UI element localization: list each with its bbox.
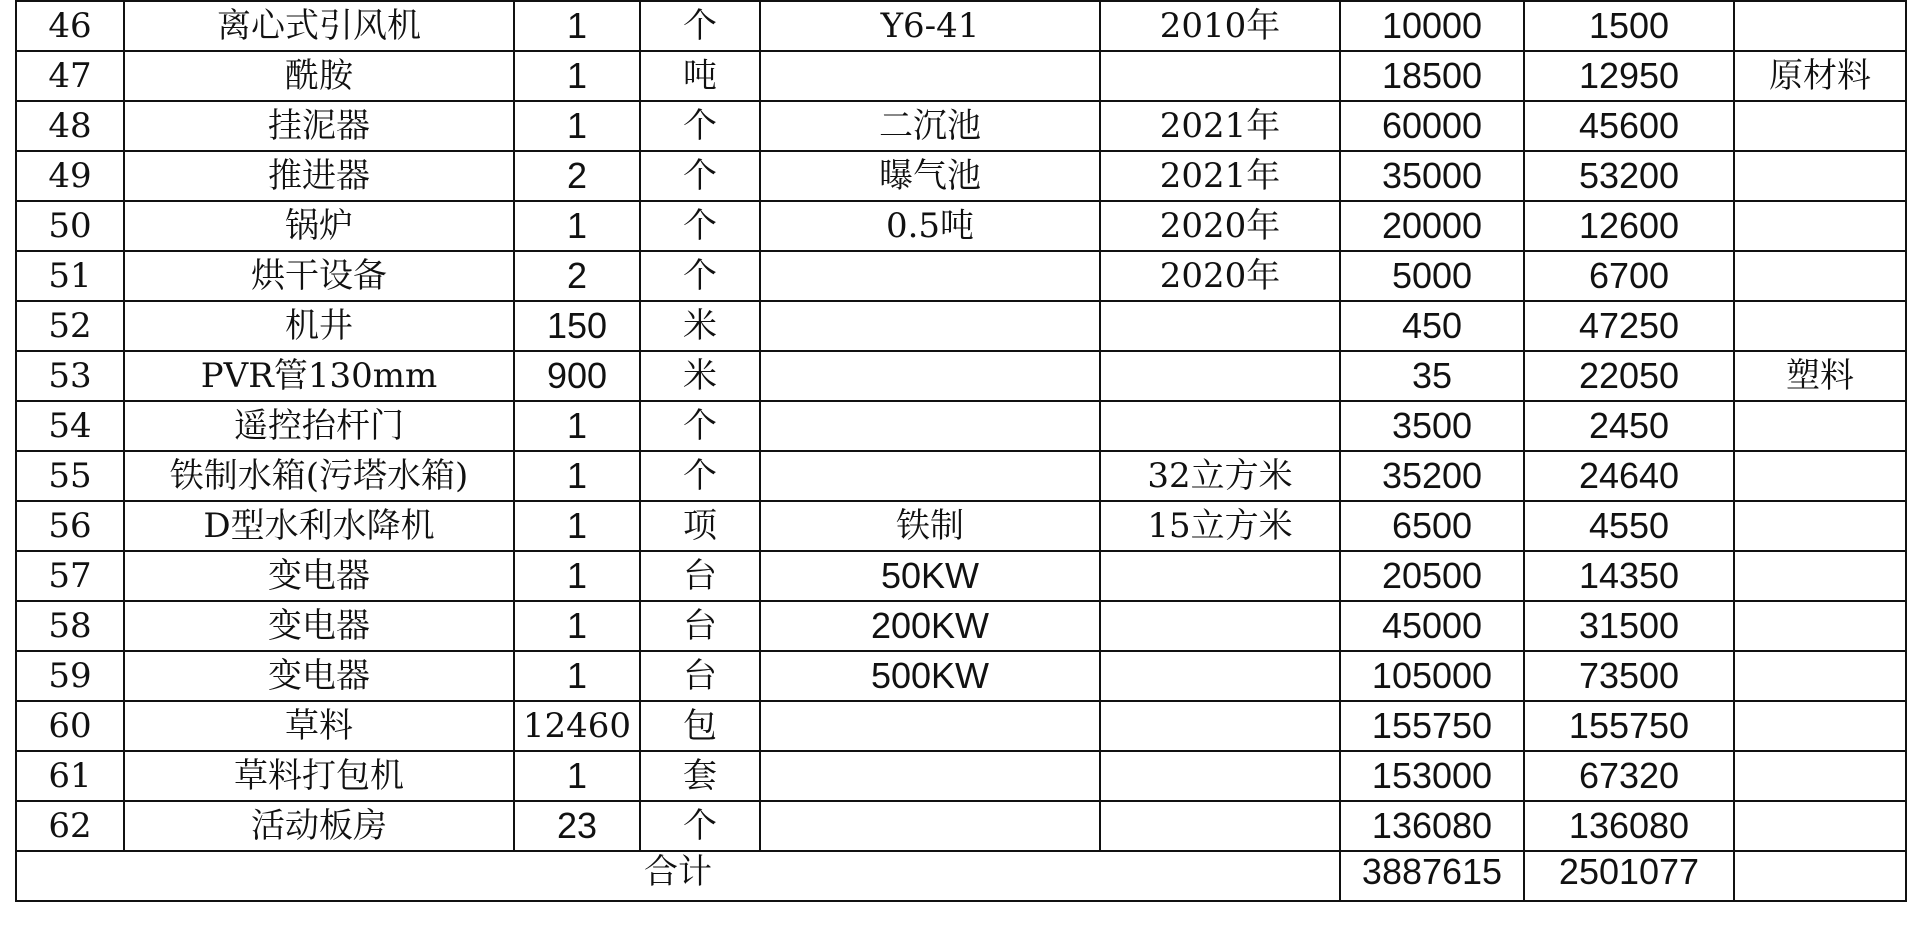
assessed-value: 2450 bbox=[1524, 401, 1734, 451]
assessed-value: 4550 bbox=[1524, 501, 1734, 551]
year-or-capacity: 2020年 bbox=[1100, 251, 1340, 301]
note bbox=[1734, 601, 1906, 651]
item-name: 遥控抬杆门 bbox=[124, 401, 514, 451]
row-number: 49 bbox=[16, 151, 124, 201]
quantity: 1 bbox=[514, 201, 640, 251]
unit: 吨 bbox=[640, 51, 760, 101]
assessed-value: 73500 bbox=[1524, 651, 1734, 701]
table-row bbox=[16, 101, 1906, 151]
year-or-capacity bbox=[1100, 651, 1340, 701]
row-number: 58 bbox=[16, 601, 124, 651]
note bbox=[1734, 451, 1906, 501]
unit: 个 bbox=[640, 201, 760, 251]
item-name: 烘干设备 bbox=[124, 251, 514, 301]
table-row bbox=[16, 701, 1906, 751]
quantity: 2 bbox=[514, 251, 640, 301]
item-name: 锅炉 bbox=[124, 201, 514, 251]
row-number: 48 bbox=[16, 101, 124, 151]
unit: 个 bbox=[640, 451, 760, 501]
item-name: D型水利水降机 bbox=[124, 501, 514, 551]
table-row bbox=[16, 251, 1906, 301]
assessed-value: 67320 bbox=[1524, 751, 1734, 801]
original-value: 20500 bbox=[1340, 551, 1524, 601]
quantity: 1 bbox=[514, 101, 640, 151]
row-number: 47 bbox=[16, 51, 124, 101]
specification bbox=[760, 701, 1100, 751]
table-row bbox=[16, 201, 1906, 251]
year-or-capacity: 2021年 bbox=[1100, 101, 1340, 151]
table-row bbox=[16, 401, 1906, 451]
table-row bbox=[16, 51, 1906, 101]
quantity: 900 bbox=[514, 351, 640, 401]
note bbox=[1734, 801, 1906, 851]
row-number: 55 bbox=[16, 451, 124, 501]
quantity: 1 bbox=[514, 451, 640, 501]
asset-table bbox=[15, 0, 1907, 902]
row-number: 53 bbox=[16, 351, 124, 401]
specification bbox=[760, 51, 1100, 101]
specification bbox=[760, 351, 1100, 401]
specification bbox=[760, 801, 1100, 851]
unit: 台 bbox=[640, 551, 760, 601]
table-row bbox=[16, 351, 1906, 401]
assessed-value: 12600 bbox=[1524, 201, 1734, 251]
year-or-capacity: 15立方米 bbox=[1100, 501, 1340, 551]
quantity: 23 bbox=[514, 801, 640, 851]
unit: 包 bbox=[640, 701, 760, 751]
table-row bbox=[16, 151, 1906, 201]
original-value: 153000 bbox=[1340, 751, 1524, 801]
note bbox=[1734, 501, 1906, 551]
year-or-capacity: 2021年 bbox=[1100, 151, 1340, 201]
unit: 个 bbox=[640, 101, 760, 151]
note: 塑料 bbox=[1734, 351, 1906, 401]
assessed-value: 6700 bbox=[1524, 251, 1734, 301]
original-value: 155750 bbox=[1340, 701, 1524, 751]
total-label: 合计 bbox=[16, 851, 1340, 901]
total-assessed-value: 2501077 bbox=[1524, 851, 1734, 901]
specification: 曝气池 bbox=[760, 151, 1100, 201]
original-value: 60000 bbox=[1340, 101, 1524, 151]
note bbox=[1734, 401, 1906, 451]
quantity: 1 bbox=[514, 1, 640, 51]
specification: 50KW bbox=[760, 551, 1100, 601]
item-name: 挂泥器 bbox=[124, 101, 514, 151]
unit: 个 bbox=[640, 151, 760, 201]
specification: 0.5吨 bbox=[760, 201, 1100, 251]
assessed-value: 155750 bbox=[1524, 701, 1734, 751]
table-body bbox=[16, 1, 1906, 851]
quantity: 12460 bbox=[514, 701, 640, 751]
year-or-capacity bbox=[1100, 751, 1340, 801]
row-number: 51 bbox=[16, 251, 124, 301]
item-name: PVR管130mm bbox=[124, 351, 514, 401]
item-name: 变电器 bbox=[124, 651, 514, 701]
quantity: 150 bbox=[514, 301, 640, 351]
unit: 台 bbox=[640, 651, 760, 701]
original-value: 105000 bbox=[1340, 651, 1524, 701]
original-value: 18500 bbox=[1340, 51, 1524, 101]
table-row bbox=[16, 651, 1906, 701]
original-value: 35200 bbox=[1340, 451, 1524, 501]
original-value: 5000 bbox=[1340, 251, 1524, 301]
item-name: 草料 bbox=[124, 701, 514, 751]
quantity: 1 bbox=[514, 501, 640, 551]
note bbox=[1734, 1, 1906, 51]
quantity: 1 bbox=[514, 401, 640, 451]
table-total bbox=[16, 851, 1906, 901]
original-value: 10000 bbox=[1340, 1, 1524, 51]
assessed-value: 22050 bbox=[1524, 351, 1734, 401]
assessed-value: 136080 bbox=[1524, 801, 1734, 851]
note bbox=[1734, 701, 1906, 751]
row-number: 52 bbox=[16, 301, 124, 351]
assessed-value: 24640 bbox=[1524, 451, 1734, 501]
year-or-capacity: 2010年 bbox=[1100, 1, 1340, 51]
note bbox=[1734, 301, 1906, 351]
row-number: 60 bbox=[16, 701, 124, 751]
item-name: 变电器 bbox=[124, 551, 514, 601]
row-number: 50 bbox=[16, 201, 124, 251]
item-name: 机井 bbox=[124, 301, 514, 351]
item-name: 酰胺 bbox=[124, 51, 514, 101]
unit: 个 bbox=[640, 1, 760, 51]
row-number: 62 bbox=[16, 801, 124, 851]
table-row bbox=[16, 451, 1906, 501]
unit: 个 bbox=[640, 801, 760, 851]
original-value: 35 bbox=[1340, 351, 1524, 401]
table-row bbox=[16, 801, 1906, 851]
assessed-value: 45600 bbox=[1524, 101, 1734, 151]
note bbox=[1734, 201, 1906, 251]
original-value: 3500 bbox=[1340, 401, 1524, 451]
specification: Y6-41 bbox=[760, 1, 1100, 51]
row-number: 57 bbox=[16, 551, 124, 601]
specification: 铁制 bbox=[760, 501, 1100, 551]
quantity: 1 bbox=[514, 601, 640, 651]
item-name: 铁制水箱(污塔水箱) bbox=[124, 451, 514, 501]
assessed-value: 14350 bbox=[1524, 551, 1734, 601]
original-value: 20000 bbox=[1340, 201, 1524, 251]
specification bbox=[760, 751, 1100, 801]
assessed-value: 1500 bbox=[1524, 1, 1734, 51]
table-row bbox=[16, 501, 1906, 551]
item-name: 活动板房 bbox=[124, 801, 514, 851]
note bbox=[1734, 101, 1906, 151]
table-row bbox=[16, 551, 1906, 601]
assessed-value: 31500 bbox=[1524, 601, 1734, 651]
assessed-value: 53200 bbox=[1524, 151, 1734, 201]
specification bbox=[760, 251, 1100, 301]
row-number: 54 bbox=[16, 401, 124, 451]
unit: 台 bbox=[640, 601, 760, 651]
specification bbox=[760, 301, 1100, 351]
total-original-value: 3887615 bbox=[1340, 851, 1524, 901]
unit: 套 bbox=[640, 751, 760, 801]
assessed-value: 47250 bbox=[1524, 301, 1734, 351]
year-or-capacity: 2020年 bbox=[1100, 201, 1340, 251]
specification: 500KW bbox=[760, 651, 1100, 701]
note bbox=[1734, 551, 1906, 601]
row-number: 61 bbox=[16, 751, 124, 801]
note bbox=[1734, 151, 1906, 201]
specification: 二沉池 bbox=[760, 101, 1100, 151]
original-value: 6500 bbox=[1340, 501, 1524, 551]
assessed-value: 12950 bbox=[1524, 51, 1734, 101]
unit: 米 bbox=[640, 301, 760, 351]
unit: 项 bbox=[640, 501, 760, 551]
row-number: 59 bbox=[16, 651, 124, 701]
note bbox=[1734, 751, 1906, 801]
note bbox=[1734, 251, 1906, 301]
item-name: 草料打包机 bbox=[124, 751, 514, 801]
year-or-capacity: 32立方米 bbox=[1100, 451, 1340, 501]
specification bbox=[760, 451, 1100, 501]
quantity: 1 bbox=[514, 751, 640, 801]
item-name: 推进器 bbox=[124, 151, 514, 201]
original-value: 35000 bbox=[1340, 151, 1524, 201]
year-or-capacity bbox=[1100, 601, 1340, 651]
original-value: 45000 bbox=[1340, 601, 1524, 651]
original-value: 450 bbox=[1340, 301, 1524, 351]
specification bbox=[760, 401, 1100, 451]
year-or-capacity bbox=[1100, 351, 1340, 401]
quantity: 1 bbox=[514, 51, 640, 101]
quantity: 2 bbox=[514, 151, 640, 201]
year-or-capacity bbox=[1100, 51, 1340, 101]
year-or-capacity bbox=[1100, 801, 1340, 851]
total-row bbox=[16, 851, 1906, 901]
asset-table-wrapper bbox=[15, 0, 1905, 902]
item-name: 变电器 bbox=[124, 601, 514, 651]
year-or-capacity bbox=[1100, 701, 1340, 751]
table-row bbox=[16, 1, 1906, 51]
table-row bbox=[16, 751, 1906, 801]
note bbox=[1734, 651, 1906, 701]
unit: 个 bbox=[640, 401, 760, 451]
original-value: 136080 bbox=[1340, 801, 1524, 851]
item-name: 离心式引风机 bbox=[124, 1, 514, 51]
row-number: 56 bbox=[16, 501, 124, 551]
unit: 个 bbox=[640, 251, 760, 301]
quantity: 1 bbox=[514, 651, 640, 701]
quantity: 1 bbox=[514, 551, 640, 601]
specification: 200KW bbox=[760, 601, 1100, 651]
table-row bbox=[16, 301, 1906, 351]
unit: 米 bbox=[640, 351, 760, 401]
note: 原材料 bbox=[1734, 51, 1906, 101]
row-number: 46 bbox=[16, 1, 124, 51]
year-or-capacity bbox=[1100, 551, 1340, 601]
total-note bbox=[1734, 851, 1906, 901]
year-or-capacity bbox=[1100, 301, 1340, 351]
year-or-capacity bbox=[1100, 401, 1340, 451]
table-row bbox=[16, 601, 1906, 651]
